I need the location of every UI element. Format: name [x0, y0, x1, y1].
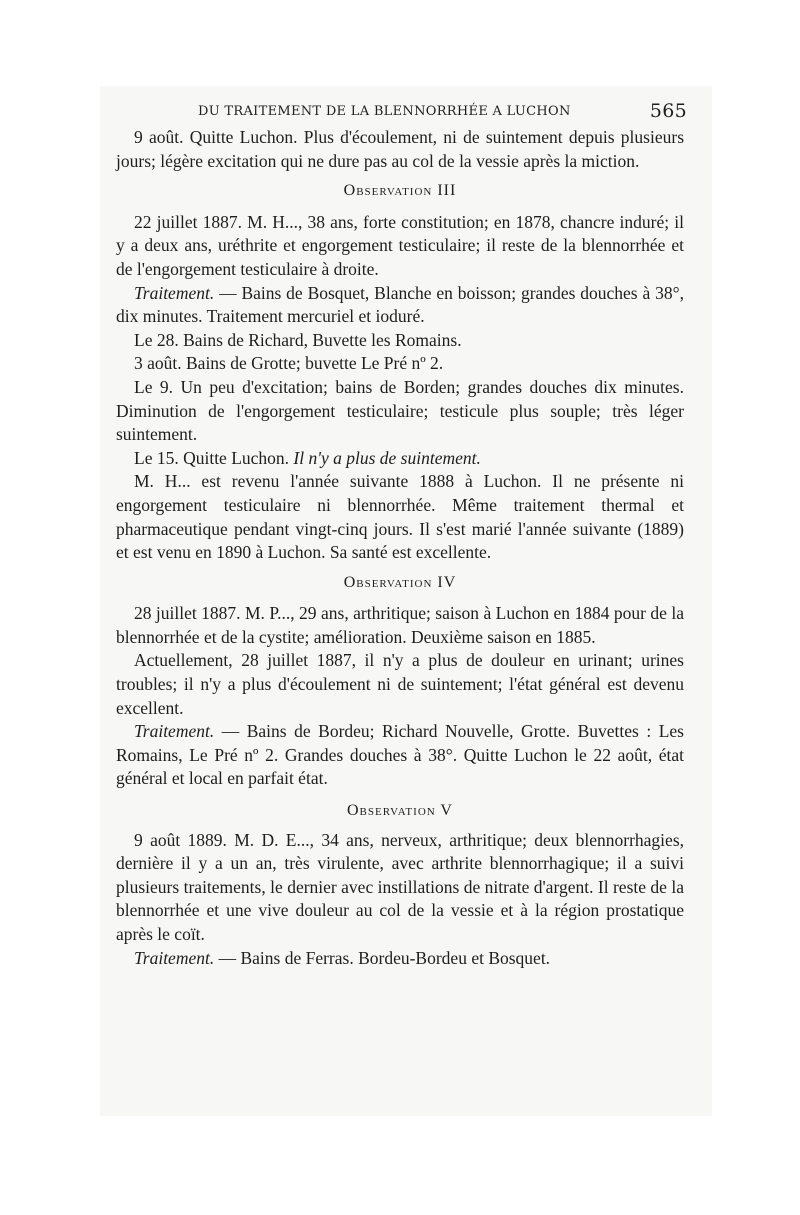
treatment-label: Traitement.: [134, 947, 215, 968]
section-heading: Observation V: [347, 802, 453, 820]
treatment-label: Traitement.: [134, 721, 215, 742]
body-text: [116, 126, 684, 970]
paragraph: [116, 447, 684, 471]
section-heading: Observation III: [343, 182, 457, 200]
section-heading: Observation IV: [343, 573, 457, 591]
paragraph: [116, 282, 684, 329]
paragraph: 22 juillet 1887. M. H..., 38 ans, forte constitution; en 1878, chancre induré; il y a deux ans, uréthrite et engorgement testiculaire; il reste de la blennorrhée et de l'engorgement testiculaire à droite.: [116, 211, 684, 279]
treatment-text: — Bains de Bosquet, Blanche en boisson; grandes douches à 38°, dix minutes. Traitement mercuriel et ioduré.: [116, 282, 684, 327]
running-title: DU TRAITEMENT DE LA BLENNORRHÉE A LUCHON: [198, 104, 571, 119]
treatment-text: — Bains de Bordeu; Richard Nouvelle, Grotte. Buvettes : Les Romains, Le Pré nº 2. Grandes douches à 38°. Quitte Luchon le 22 août, état général et local en parfait état.: [116, 721, 684, 789]
paragraph: [116, 947, 684, 971]
paragraph: M. H... est revenu l'année suivante 1888 à Luchon. Il ne présente ni engorgement testiculaire ni blennorrhée. Même traitement thermal et pharmaceutique pendant vingt-cinq jours. Il s'est marié l'année suivante (1889) et est venu en 1890 à Luchon. Sa santé est excellente.: [116, 471, 684, 563]
paragraph: 3 août. Bains de Grotte; buvette Le Pré nº 2.: [134, 353, 444, 374]
paragraph: Le 28. Bains de Richard, Buvette les Romains.: [134, 329, 462, 350]
paragraph: 9 août. Quitte Luchon. Plus d'écoulement, ni de suintement depuis plusieurs jours; légère excitation qui ne dure pas au col de la vessie après la miction.: [116, 127, 684, 171]
page-number: 565: [649, 100, 687, 122]
page-header: [112, 100, 687, 124]
paragraph: [116, 720, 684, 791]
paragraph: 28 juillet 1887. M. P..., 29 ans, arthritique; saison à Luchon en 1884 pour de la blennorrhée et de la cystite; amélioration. Deuxième saison en 1885.: [116, 603, 684, 647]
paragraph: Le 9. Un peu d'excitation; bains de Borden; grandes douches dix minutes. Diminution de l'engorgement testiculaire; testicule plus souple; très léger suintement.: [116, 376, 684, 445]
italic-conclusion: Il n'y a plus de suintement.: [293, 447, 481, 468]
treatment-label: Traitement.: [134, 282, 215, 303]
paragraph: Actuellement, 28 juillet 1887, il n'y a plus de douleur en urinant; urines troubles; il n'y a plus d'écoulement ni de suintement; l'état général est devenu excellent.: [116, 650, 684, 718]
paragraph-text: Le 15. Quitte Luchon.: [134, 447, 294, 468]
treatment-text: — Bains de Ferras. Bordeu-Bordeu et Bosquet.: [214, 947, 551, 968]
paragraph: 9 août 1889. M. D. E..., 34 ans, nerveux, arthritique; deux blennorrhagies, dernière il y a un an, très virulente, avec arthrite blennorrhagique; il a suivi plusieurs traitements, le dernier avec instillations de nitrate d'argent. Il reste de la blennorrhée et une vive douleur au col de la vessie et à la région prostatique après le coït.: [116, 829, 684, 944]
